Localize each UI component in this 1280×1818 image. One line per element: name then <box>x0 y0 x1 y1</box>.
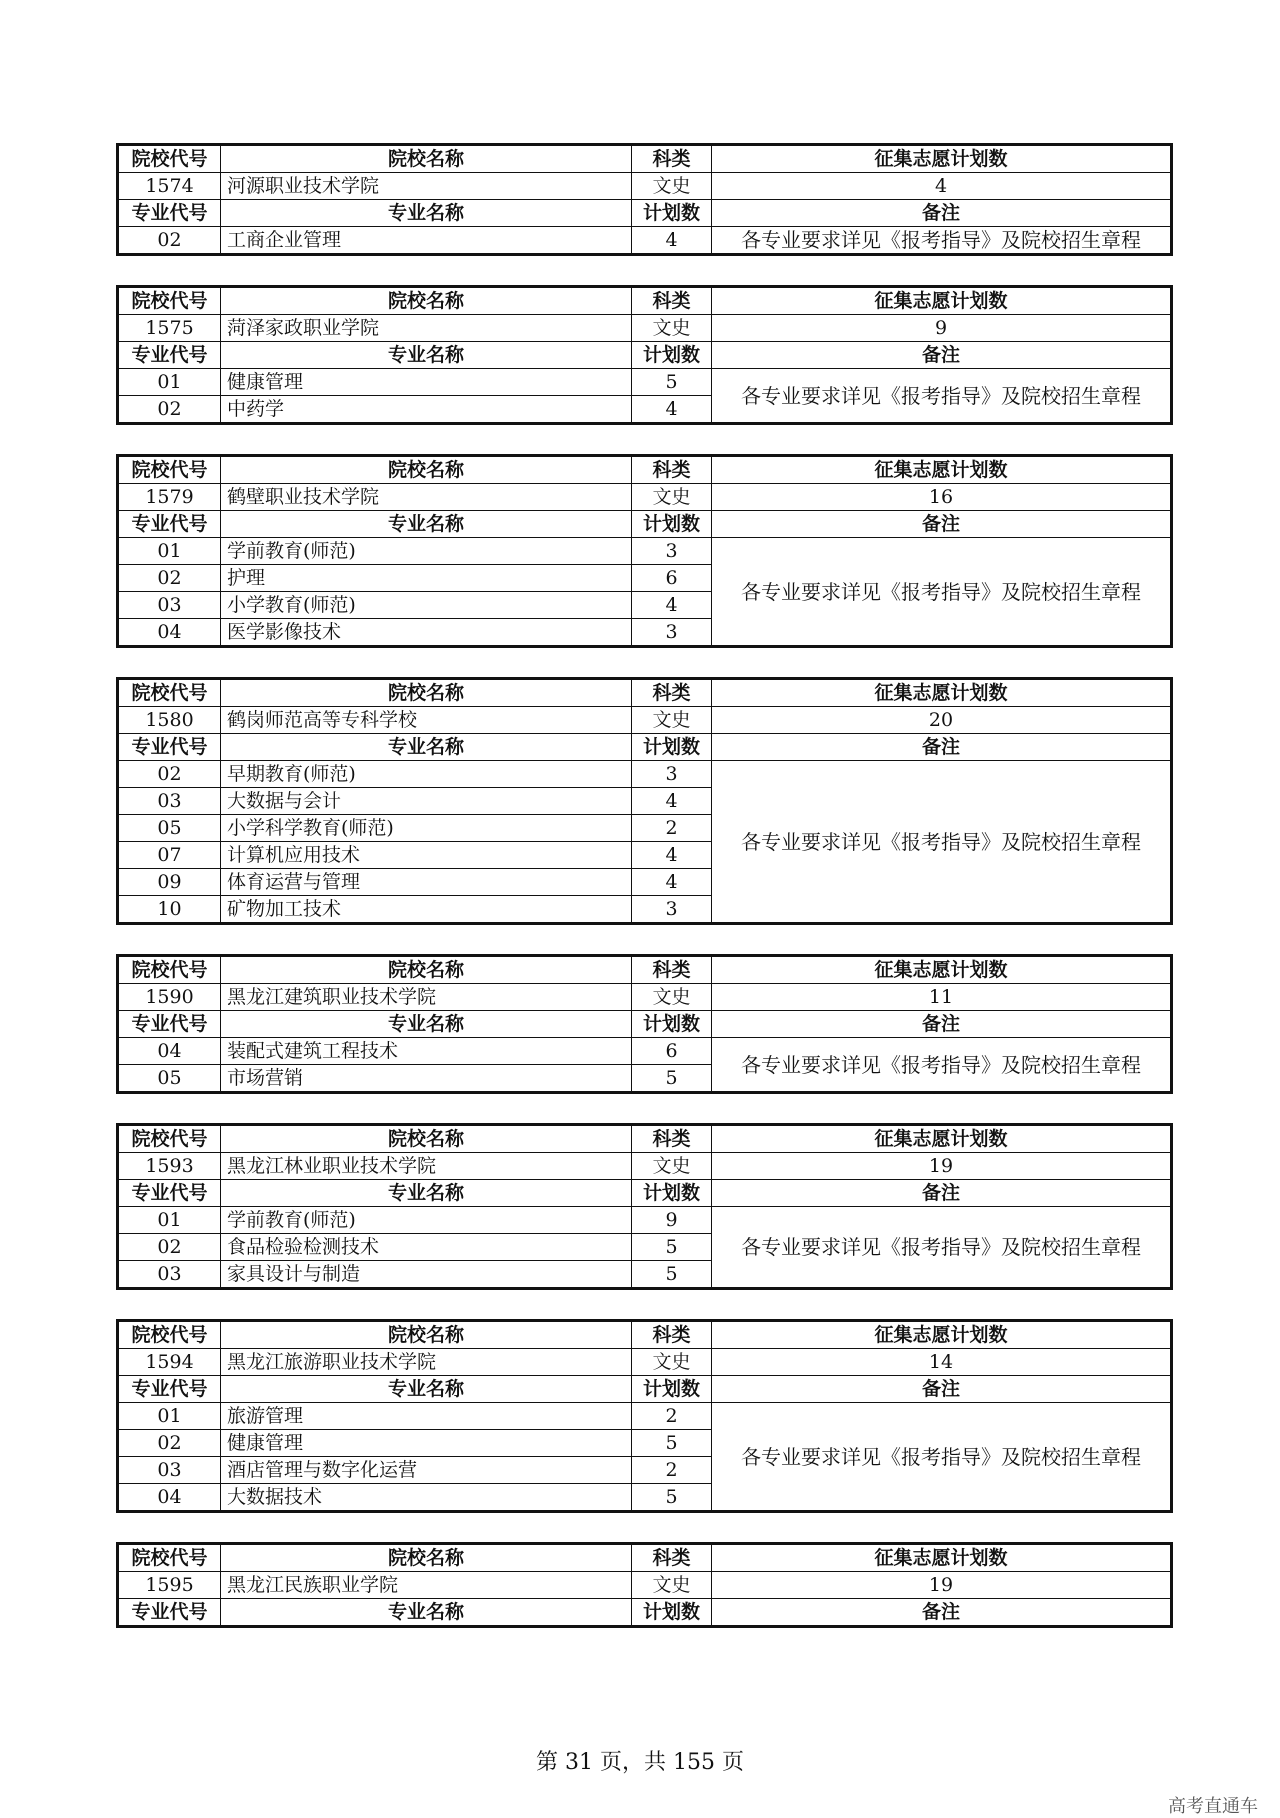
school-plan-total: 20 <box>712 707 1172 734</box>
header-category: 科类 <box>632 956 712 984</box>
major-name: 小学教育(师范) <box>221 592 632 619</box>
school-code: 1580 <box>118 707 221 734</box>
header-school-code: 院校代号 <box>118 679 221 707</box>
school-block <box>116 454 1173 648</box>
header-note: 备注 <box>712 342 1172 369</box>
header-note: 备注 <box>712 1376 1172 1403</box>
major-row <box>118 761 1172 788</box>
header-plan-total: 征集志愿计划数 <box>712 287 1172 315</box>
school-name: 鹤壁职业技术学院 <box>221 484 632 511</box>
school-plan-total: 14 <box>712 1349 1172 1376</box>
school-code: 1590 <box>118 984 221 1011</box>
school-name: 河源职业技术学院 <box>221 173 632 200</box>
major-row <box>118 227 1172 255</box>
school-code: 1575 <box>118 315 221 342</box>
major-note: 各专业要求详见《报考指导》及院校招生章程 <box>712 227 1172 255</box>
header-note: 备注 <box>712 1599 1172 1627</box>
school-category: 文史 <box>632 484 712 511</box>
major-plan: 3 <box>632 538 712 565</box>
header-school-name: 院校名称 <box>221 456 632 484</box>
major-code: 04 <box>118 619 221 647</box>
header-school-name: 院校名称 <box>221 1321 632 1349</box>
major-plan: 3 <box>632 896 712 924</box>
header-major-name: 专业名称 <box>221 200 632 227</box>
header-major-code: 专业代号 <box>118 511 221 538</box>
school-plan-total: 11 <box>712 984 1172 1011</box>
header-major-code: 专业代号 <box>118 1376 221 1403</box>
header-school-code: 院校代号 <box>118 956 221 984</box>
school-category: 文史 <box>632 707 712 734</box>
header-plan-total: 征集志愿计划数 <box>712 456 1172 484</box>
school-block <box>116 285 1173 425</box>
header-category: 科类 <box>632 1125 712 1153</box>
major-plan: 4 <box>632 869 712 896</box>
major-name: 旅游管理 <box>221 1403 632 1430</box>
major-plan: 6 <box>632 565 712 592</box>
major-name: 大数据技术 <box>221 1484 632 1512</box>
school-code: 1579 <box>118 484 221 511</box>
major-name: 医学影像技术 <box>221 619 632 647</box>
school-block <box>116 677 1173 925</box>
header-school-name: 院校名称 <box>221 956 632 984</box>
major-code: 02 <box>118 565 221 592</box>
school-row <box>118 984 1172 1011</box>
header-major-name: 专业名称 <box>221 342 632 369</box>
header-major-code: 专业代号 <box>118 1599 221 1627</box>
major-plan: 6 <box>632 1038 712 1065</box>
major-plan: 4 <box>632 227 712 255</box>
major-row <box>118 538 1172 565</box>
major-name: 计算机应用技术 <box>221 842 632 869</box>
major-plan: 4 <box>632 788 712 815</box>
major-code: 10 <box>118 896 221 924</box>
header-major-code: 专业代号 <box>118 200 221 227</box>
school-plan-total: 4 <box>712 173 1172 200</box>
header-category: 科类 <box>632 145 712 173</box>
header-school-code: 院校代号 <box>118 1125 221 1153</box>
header-note: 备注 <box>712 1180 1172 1207</box>
major-name: 矿物加工技术 <box>221 896 632 924</box>
school-block <box>116 1542 1173 1628</box>
header-category: 科类 <box>632 1544 712 1572</box>
school-code: 1595 <box>118 1572 221 1599</box>
header-major-name: 专业名称 <box>221 734 632 761</box>
school-category: 文史 <box>632 1572 712 1599</box>
major-plan: 4 <box>632 842 712 869</box>
major-name: 早期教育(师范) <box>221 761 632 788</box>
major-name: 装配式建筑工程技术 <box>221 1038 632 1065</box>
school-row <box>118 315 1172 342</box>
major-plan: 2 <box>632 815 712 842</box>
major-plan: 5 <box>632 1065 712 1093</box>
major-note: 各专业要求详见《报考指导》及院校招生章程 <box>712 761 1172 924</box>
major-row <box>118 1207 1172 1234</box>
major-name: 护理 <box>221 565 632 592</box>
header-category: 科类 <box>632 1321 712 1349</box>
header-major-code: 专业代号 <box>118 1011 221 1038</box>
page-footer: 第 31 页，共 155 页 <box>536 1750 744 1775</box>
major-code: 02 <box>118 1430 221 1457</box>
header-plan: 计划数 <box>632 1376 712 1403</box>
header-major-code: 专业代号 <box>118 734 221 761</box>
major-code: 01 <box>118 1403 221 1430</box>
header-major-name: 专业名称 <box>221 1011 632 1038</box>
major-row <box>118 369 1172 396</box>
major-plan: 2 <box>632 1403 712 1430</box>
school-row <box>118 484 1172 511</box>
header-plan: 计划数 <box>632 1180 712 1207</box>
major-code: 02 <box>118 761 221 788</box>
header-school-name: 院校名称 <box>221 679 632 707</box>
major-code: 03 <box>118 1457 221 1484</box>
school-row <box>118 1153 1172 1180</box>
header-school-name: 院校名称 <box>221 287 632 315</box>
header-school-name: 院校名称 <box>221 1125 632 1153</box>
header-plan: 计划数 <box>632 734 712 761</box>
major-code: 05 <box>118 815 221 842</box>
major-code: 03 <box>118 592 221 619</box>
major-name: 工商企业管理 <box>221 227 632 255</box>
major-name: 食品检验检测技术 <box>221 1234 632 1261</box>
major-note: 各专业要求详见《报考指导》及院校招生章程 <box>712 1207 1172 1289</box>
header-school-code: 院校代号 <box>118 287 221 315</box>
school-name: 黑龙江建筑职业技术学院 <box>221 984 632 1011</box>
major-plan: 5 <box>632 369 712 396</box>
school-category: 文史 <box>632 1153 712 1180</box>
major-plan: 5 <box>632 1484 712 1512</box>
major-plan: 5 <box>632 1261 712 1289</box>
school-row <box>118 1572 1172 1599</box>
school-row <box>118 173 1172 200</box>
major-name: 体育运营与管理 <box>221 869 632 896</box>
major-plan: 5 <box>632 1234 712 1261</box>
major-name: 家具设计与制造 <box>221 1261 632 1289</box>
school-name: 菏泽家政职业学院 <box>221 315 632 342</box>
major-note: 各专业要求详见《报考指导》及院校招生章程 <box>712 1038 1172 1093</box>
major-code: 01 <box>118 1207 221 1234</box>
major-name: 酒店管理与数字化运营 <box>221 1457 632 1484</box>
major-name: 小学科学教育(师范) <box>221 815 632 842</box>
header-plan: 计划数 <box>632 1599 712 1627</box>
school-block <box>116 143 1173 256</box>
major-name: 健康管理 <box>221 369 632 396</box>
header-category: 科类 <box>632 679 712 707</box>
header-note: 备注 <box>712 1011 1172 1038</box>
major-plan: 2 <box>632 1457 712 1484</box>
header-plan: 计划数 <box>632 511 712 538</box>
header-major-name: 专业名称 <box>221 1599 632 1627</box>
major-plan: 9 <box>632 1207 712 1234</box>
major-code: 02 <box>118 227 221 255</box>
major-name: 市场营销 <box>221 1065 632 1093</box>
enrollment-plan-tables <box>116 143 1170 1657</box>
header-category: 科类 <box>632 287 712 315</box>
major-code: 09 <box>118 869 221 896</box>
school-category: 文史 <box>632 1349 712 1376</box>
major-code: 02 <box>118 1234 221 1261</box>
major-code: 03 <box>118 1261 221 1289</box>
major-name: 学前教育(师范) <box>221 1207 632 1234</box>
header-note: 备注 <box>712 200 1172 227</box>
header-school-name: 院校名称 <box>221 145 632 173</box>
header-school-name: 院校名称 <box>221 1544 632 1572</box>
major-note: 各专业要求详见《报考指导》及院校招生章程 <box>712 1403 1172 1512</box>
major-code: 01 <box>118 369 221 396</box>
school-code: 1593 <box>118 1153 221 1180</box>
header-plan-total: 征集志愿计划数 <box>712 956 1172 984</box>
school-block <box>116 954 1173 1094</box>
school-plan-total: 16 <box>712 484 1172 511</box>
header-school-code: 院校代号 <box>118 1544 221 1572</box>
header-note: 备注 <box>712 511 1172 538</box>
header-plan-total: 征集志愿计划数 <box>712 145 1172 173</box>
header-plan-total: 征集志愿计划数 <box>712 1125 1172 1153</box>
header-plan: 计划数 <box>632 200 712 227</box>
header-major-name: 专业名称 <box>221 511 632 538</box>
major-plan: 4 <box>632 592 712 619</box>
school-plan-total: 9 <box>712 315 1172 342</box>
major-code: 02 <box>118 396 221 424</box>
school-code: 1594 <box>118 1349 221 1376</box>
major-plan: 5 <box>632 1430 712 1457</box>
major-code: 03 <box>118 788 221 815</box>
major-code: 05 <box>118 1065 221 1093</box>
header-note: 备注 <box>712 734 1172 761</box>
school-name: 黑龙江民族职业学院 <box>221 1572 632 1599</box>
header-category: 科类 <box>632 456 712 484</box>
school-block <box>116 1319 1173 1513</box>
header-school-code: 院校代号 <box>118 1321 221 1349</box>
school-category: 文史 <box>632 984 712 1011</box>
school-category: 文史 <box>632 173 712 200</box>
school-code: 1574 <box>118 173 221 200</box>
school-row <box>118 1349 1172 1376</box>
school-block <box>116 1123 1173 1290</box>
major-row <box>118 1403 1172 1430</box>
major-name: 中药学 <box>221 396 632 424</box>
header-school-code: 院校代号 <box>118 456 221 484</box>
header-plan-total: 征集志愿计划数 <box>712 1544 1172 1572</box>
major-row <box>118 1038 1172 1065</box>
school-category: 文史 <box>632 315 712 342</box>
major-name: 健康管理 <box>221 1430 632 1457</box>
major-code: 01 <box>118 538 221 565</box>
header-plan-total: 征集志愿计划数 <box>712 1321 1172 1349</box>
school-name: 黑龙江林业职业技术学院 <box>221 1153 632 1180</box>
major-note: 各专业要求详见《报考指导》及院校招生章程 <box>712 538 1172 647</box>
header-major-name: 专业名称 <box>221 1376 632 1403</box>
major-plan: 4 <box>632 396 712 424</box>
school-plan-total: 19 <box>712 1572 1172 1599</box>
major-name: 大数据与会计 <box>221 788 632 815</box>
header-plan: 计划数 <box>632 1011 712 1038</box>
header-plan: 计划数 <box>632 342 712 369</box>
header-plan-total: 征集志愿计划数 <box>712 679 1172 707</box>
major-plan: 3 <box>632 761 712 788</box>
school-plan-total: 19 <box>712 1153 1172 1180</box>
major-note: 各专业要求详见《报考指导》及院校招生章程 <box>712 369 1172 424</box>
header-school-code: 院校代号 <box>118 145 221 173</box>
header-major-code: 专业代号 <box>118 1180 221 1207</box>
major-plan: 3 <box>632 619 712 647</box>
major-code: 04 <box>118 1484 221 1512</box>
major-code: 07 <box>118 842 221 869</box>
school-row <box>118 707 1172 734</box>
header-major-name: 专业名称 <box>221 1180 632 1207</box>
major-code: 04 <box>118 1038 221 1065</box>
header-major-code: 专业代号 <box>118 342 221 369</box>
watermark: 高考直通车 <box>1168 1796 1258 1817</box>
major-name: 学前教育(师范) <box>221 538 632 565</box>
school-name: 黑龙江旅游职业技术学院 <box>221 1349 632 1376</box>
school-name: 鹤岗师范高等专科学校 <box>221 707 632 734</box>
